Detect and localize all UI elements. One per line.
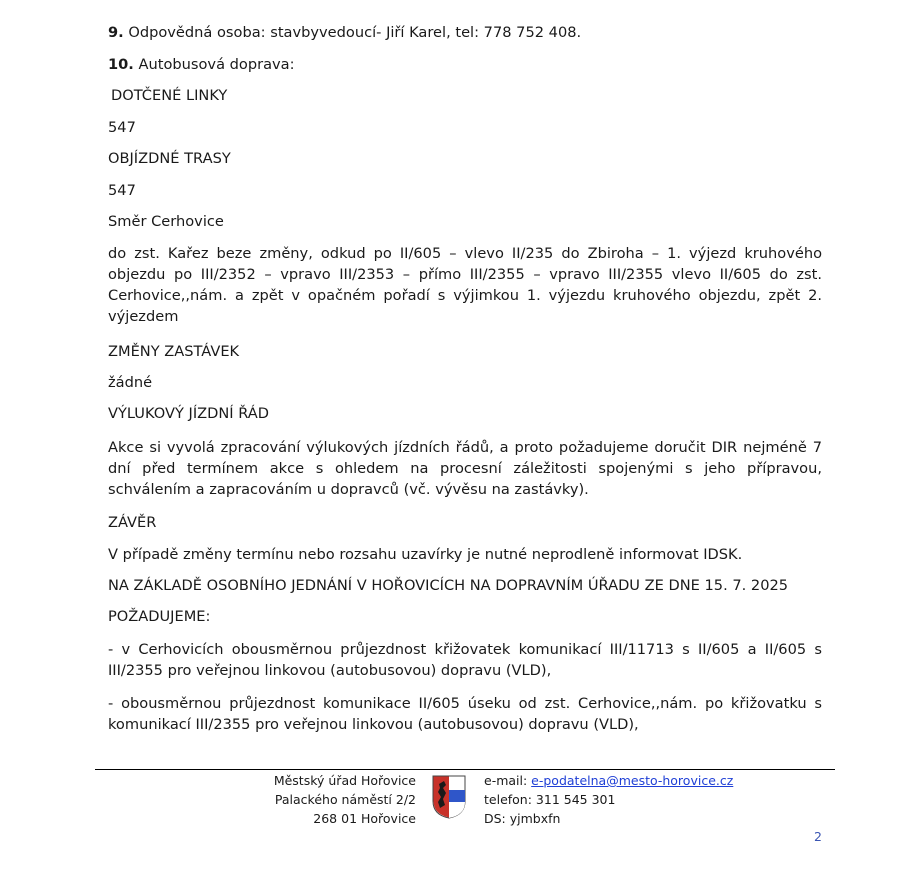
footer-data-box: DS: yjmbxfn [484, 811, 561, 826]
footer-office-name: Městský úřad Hořovice [273, 773, 416, 788]
footer-postal: 268 01 Hořovice [313, 811, 416, 826]
timetable-paragraph [108, 437, 822, 500]
detour-route-line: Cerhovice,,nám. a zpět v opačném pořadí s výjimkou 1. výjezdu kruhového objezdu, zpět 2. [108, 287, 822, 304]
timetable-line: schválením a zapracováním u dopravců (vč. vývěsu na zastávky). [108, 481, 589, 498]
footer-email-label: e-mail: [484, 773, 532, 788]
detour-line-number: 547 [108, 182, 136, 199]
requirement-1-line: - v Cerhovicích obousměrnou průjezdnost křižovatek komunikací III/11713 s II/605 a II/605 s [108, 641, 822, 658]
conclusion-text: V případě změny termínu nebo rozsahu uzavírky je nutné neprodleně informovat IDSK. [108, 546, 743, 563]
stop-changes-heading: ZMĚNY ZASTÁVEK [108, 343, 240, 360]
item-10-text: Autobusová doprava: [133, 56, 295, 73]
stop-changes-value: žádné [108, 374, 153, 391]
requirement-1-line: III/2355 pro veřejnou linkovou (autobusovou) dopravu (VLD), [108, 662, 552, 679]
timetable-line: Akce si vyvolá zpracování výlukových jízdních řádů, a proto požadujeme doručit DIR nejméně 7 [108, 439, 822, 456]
requirement-1 [108, 639, 822, 681]
conclusion-heading: ZÁVĚR [108, 514, 157, 531]
page-number: 2 [814, 829, 822, 844]
detour-route-line: výjezdem [108, 308, 179, 325]
timetable-line: dní před termínem akce s ohledem na procesní záležitosti spojenými s jeho přípravou, [108, 460, 822, 477]
footer-street: Palackého náměstí 2/2 [274, 792, 416, 807]
item-9 [108, 23, 581, 43]
meeting-heading: NA ZÁKLADĚ OSOBNÍHO JEDNÁNÍ V HOŘOVICÍCH NA DOPRAVNÍM ÚŘADU ZE DNE 15. 7. 2025 [108, 577, 789, 594]
item-10 [108, 55, 295, 75]
item-9-number: 9. [108, 24, 124, 41]
footer-email-link[interactable]: e-podatelna@mesto-horovice.cz [531, 773, 734, 788]
detour-route-line: do zst. Kařez beze změny, odkud po II/605 – vlevo II/235 do Zbiroha – 1. výjezd kruhového [108, 245, 822, 262]
detour-route-line: objezdu po III/2352 – vpravo III/2353 – přímo III/2355 – vpravo III/2355 vlevo II/605 do zst. [108, 266, 822, 283]
requirement-2 [108, 693, 822, 735]
timetable-heading: VÝLUKOVÝ JÍZDNÍ ŘÁD [108, 405, 269, 422]
footer-email [484, 771, 733, 790]
item-10-number: 10. [108, 56, 134, 73]
detour-route-paragraph [108, 243, 822, 327]
affected-lines-value: 547 [108, 119, 136, 136]
detour-heading: OBJÍZDNÉ TRASY [108, 150, 231, 167]
requirement-2-line: komunikací III/2355 pro veřejnou linkovou (autobusovou) dopravu (VLD), [108, 716, 639, 733]
requirement-2-line: - obousměrnou průjezdnost komunikace II/605 úseku od zst. Cerhovice,,nám. po křižovatku s [108, 695, 822, 712]
requirements-heading: POŽADUJEME: [108, 608, 211, 625]
coat-of-arms-icon [432, 775, 466, 819]
item-9-text: Odpovědná osoba: stavbyvedoucí- Jiří Karel, tel: 778 752 408. [123, 24, 582, 41]
affected-lines-heading: DOTČENÉ LINKY [111, 87, 228, 104]
footer-divider [95, 769, 835, 770]
direction-label: Směr Cerhovice [108, 213, 224, 230]
footer-phone: telefon: 311 545 301 [484, 792, 616, 807]
